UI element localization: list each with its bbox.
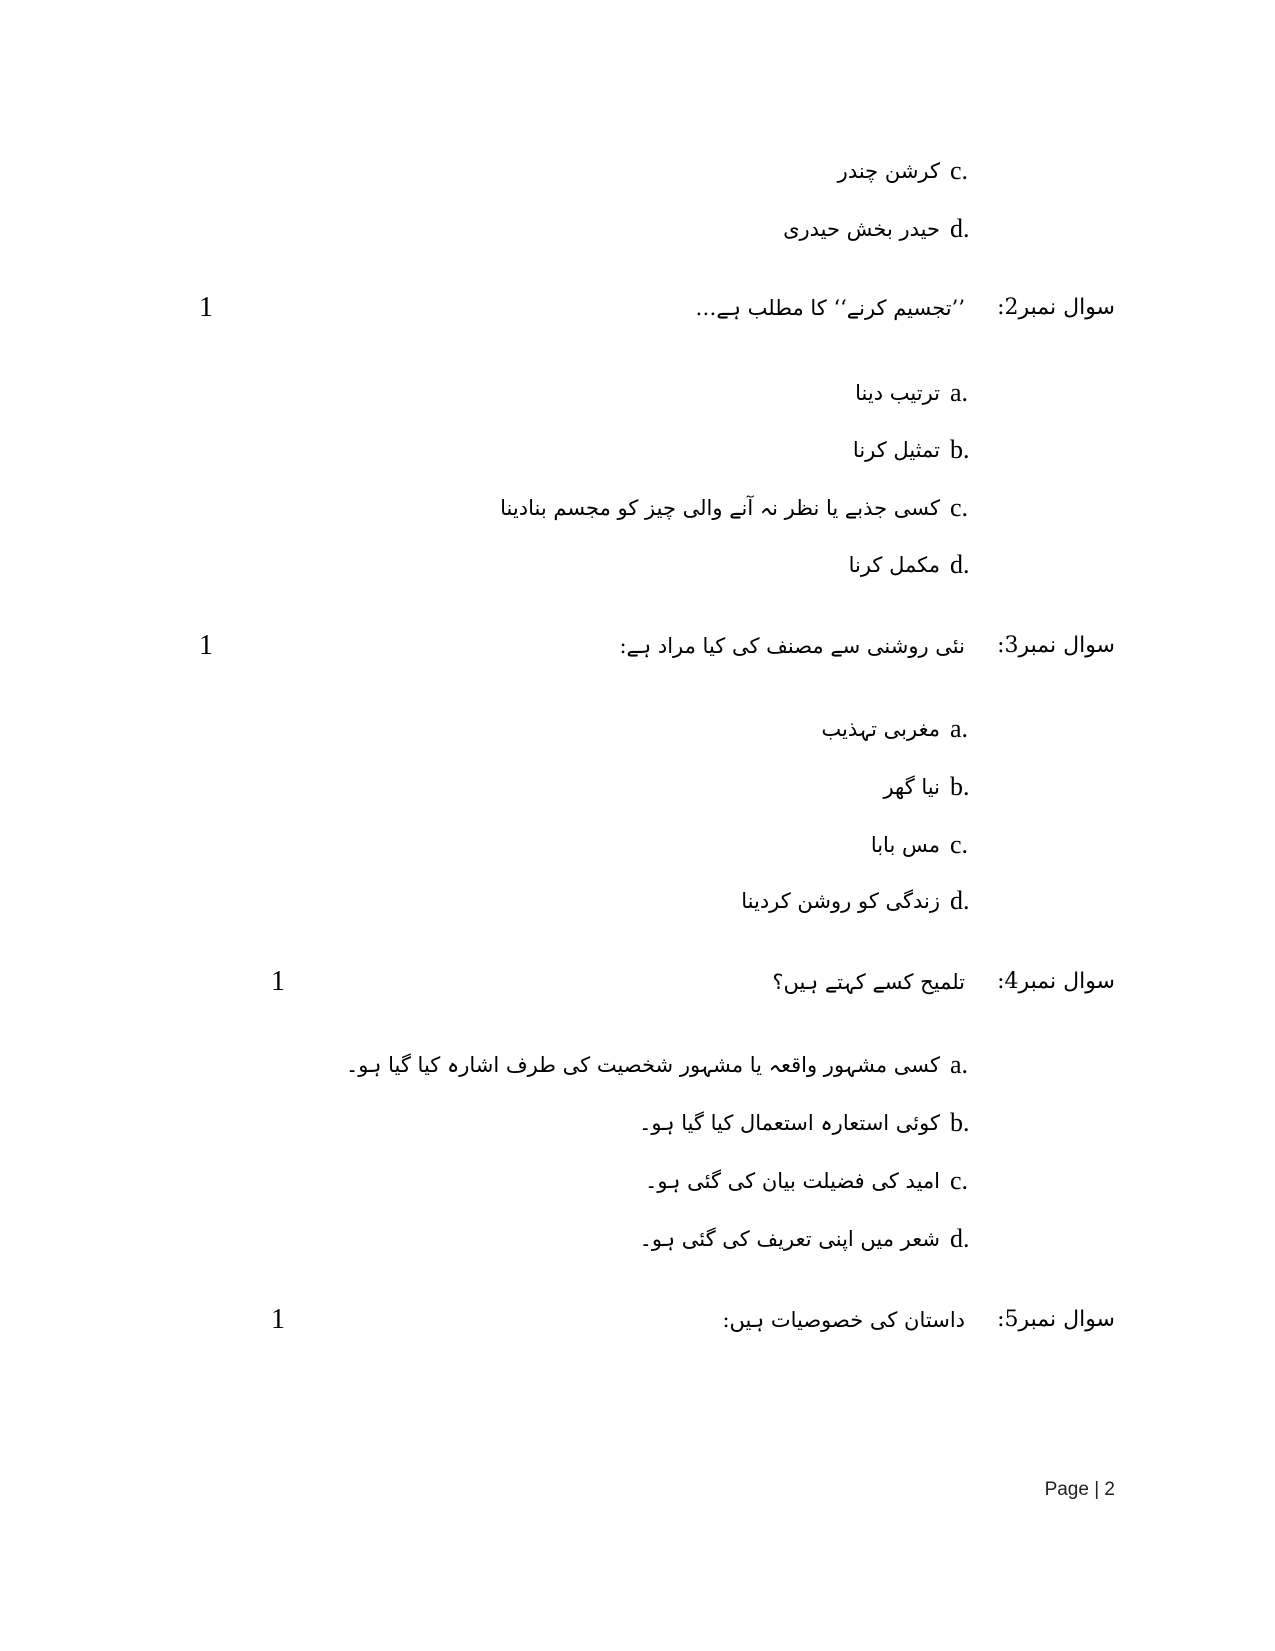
question-marks: 1 — [271, 966, 285, 997]
option-text: مکمل کرنا — [848, 553, 940, 577]
option-letter: b. — [950, 1108, 970, 1137]
option-text: کوئی استعارہ استعمال کیا گیا ہو۔ — [639, 1111, 940, 1135]
question-label: سوال نمبر3: — [997, 633, 1115, 658]
question-marks: 1 — [199, 292, 213, 323]
option-letter: d. — [950, 1224, 970, 1253]
question-marks: 1 — [199, 630, 213, 661]
option-letter: b. — [950, 772, 970, 801]
option-letter: a. — [950, 1050, 969, 1079]
question-label: سوال نمبر4: — [997, 969, 1115, 994]
option-text: کسی مشہور واقعہ یا مشہور شخصیت کی طرف اشارہ کیا گیا ہو۔ — [346, 1053, 940, 1077]
question-text: ’’تجسیم کرنے‘‘ کا مطلب ہے… — [695, 296, 965, 320]
option-letter: a. — [950, 378, 969, 407]
option-text: مس بابا — [870, 833, 940, 857]
option-letter: d. — [950, 886, 970, 915]
option-letter: c. — [950, 830, 969, 859]
option-text: مغربی تہذیب — [821, 717, 940, 741]
option-text: کسی جذبے یا نظر نہ آنے والی چیز کو مجسم بنادینا — [500, 496, 940, 520]
question-marks: 1 — [271, 1304, 285, 1335]
option-text: کرشن چندر — [837, 159, 940, 183]
question-text: تلمیح کسے کہتے ہیں؟ — [772, 970, 965, 994]
option-letter: d. — [950, 214, 970, 243]
question-text: نئی روشنی سے مصنف کی کیا مراد ہے: — [619, 634, 965, 658]
question-label: سوال نمبر5: — [997, 1307, 1115, 1332]
option-text: شعر میں اپنی تعریف کی گئی ہو۔ — [639, 1227, 940, 1251]
page-number: Page | 2 — [1044, 1479, 1115, 1500]
option-letter: c. — [950, 1166, 969, 1195]
option-text: زندگی کو روشن کردینا — [741, 889, 940, 913]
option-letter: a. — [950, 714, 969, 743]
option-letter: d. — [950, 550, 970, 579]
option-letter: c. — [950, 493, 969, 522]
option-text: ترتیب دینا — [855, 381, 940, 405]
option-text: تمثیل کرنا — [852, 438, 940, 462]
option-letter: b. — [950, 435, 970, 464]
option-letter: c. — [950, 156, 969, 185]
question-text: داستان کی خصوصیات ہیں: — [722, 1308, 965, 1332]
option-text: حیدر بخش حیدری — [783, 217, 940, 241]
option-text: نیا گھر — [883, 775, 940, 799]
option-text: امید کی فضیلت بیان کی گئی ہو۔ — [645, 1169, 940, 1193]
question-label: سوال نمبر2: — [997, 295, 1115, 320]
